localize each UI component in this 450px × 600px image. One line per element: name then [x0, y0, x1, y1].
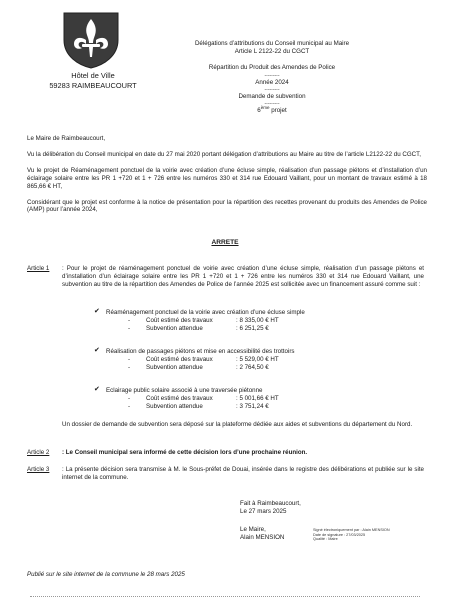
project-title: Réaménagement ponctuel de la voirie avec création d’une écluse simple: [106, 309, 305, 316]
header-year: Année 2024: [255, 78, 289, 86]
header-demande: Demande de subvention: [238, 92, 306, 100]
project-item: ✔ Réaménagement ponctuel de la voirie avec création d’une écluse simple - Coût estimé des travaux : 8 335,00 € HT - Subvention attendue : 6 251,25 €: [106, 309, 406, 333]
projet-suffix: ème: [260, 104, 270, 110]
stamp-quality: Qualité : Maire: [313, 537, 338, 542]
article-2-label: Article 2: [27, 449, 50, 456]
article-2-text: : Le Conseil municipal sera informé de cette décision lors d’une prochaine réunion.: [62, 449, 308, 456]
subsidy-label: Subvention attendue: [146, 402, 203, 410]
signature-place-date: [240, 500, 301, 516]
subsidy-value: : 3 751,24 €: [236, 402, 269, 410]
cost-label: Coût estimé des travaux: [146, 316, 213, 324]
cost-label: Coût estimé des travaux: [146, 355, 213, 363]
projet-word: projet: [269, 107, 287, 115]
mairie-postcode-city: 59283 RAIMBEAUCOURT: [49, 81, 137, 90]
signatory: [240, 526, 284, 542]
checkmark-icon: ✔: [94, 308, 100, 315]
header-projet: [172, 104, 372, 115]
header-article: Article L 2122-22 du CGCT: [234, 48, 310, 56]
projet-number: 6: [257, 107, 261, 115]
document-header: [172, 40, 372, 115]
separator: ---------: [264, 86, 280, 93]
coat-of-arms-logo: [60, 10, 122, 70]
stamp-signer: Signé électroniquement par : Alain MENSION: [313, 528, 390, 532]
header-title: Délégations d’attributions du Conseil municipal au Maire: [194, 40, 350, 47]
cost-value: : 5 001,66 € HT: [236, 394, 279, 402]
subsidy-value: : 2 764,50 €: [236, 363, 269, 371]
mairie-address: [38, 71, 148, 91]
article-1-label: Article 1: [27, 265, 50, 272]
vu-deliberation: Vu la délibération du Conseil municipal en date du 27 mai 2020 portant délégation d’attributions au Maire au titre de l’article L2122-22 du CGCT,: [27, 150, 421, 158]
header-repartition: Répartition du Produit des Amendes de Police: [208, 64, 336, 72]
cost-value: : 8 335,00 € HT: [236, 316, 279, 324]
article-3-text: : La présente décision sera transmise à M. le Sous-préfet de Douai, insérée dans le registre des délibérations et publiée sur le site internet de la commune.: [62, 466, 424, 481]
signature-date: Le 27 mars 2025: [240, 508, 287, 515]
fait-a: Fait à Raimbeaucourt,: [240, 500, 301, 507]
project-title: Réalisation de passages piétons et mise en accessibilité des trottoirs: [106, 348, 295, 355]
signatory-name: Alain MENSION: [240, 534, 285, 541]
considerant: Considérant que le projet est conforme à la notice de présentation pour la répartition des recettes provenant du produits des Amendes de Police (AMP) pour l’année 2024,: [27, 198, 427, 214]
document-body: [27, 135, 427, 214]
mairie-name: Hôtel de Ville: [71, 71, 115, 80]
dossier-text: Un dossier de demande de subvention sera déposé sur la plateforme dédiée aux aides et subventions du département du Nord.: [62, 421, 413, 428]
subsidy-label: Subvention attendue: [146, 324, 203, 332]
separator: ---------: [264, 101, 280, 108]
vu-projet: Vu le projet de Réaménagement ponctuel de la voirie avec création d’une écluse simple, réalisation d’un passage piétons et d’installation d’un éclairage solaire entre les PR 1 +720 et 1 + 726 entre les numéros 330 et 314 rue Edouard Vaillant, pour un montant de travaux estimé à 18 865,66 € HT,: [27, 166, 427, 190]
maire-line: Le Maire de Raimbeaucourt,: [27, 135, 106, 142]
cost-label: Coût estimé des travaux: [146, 394, 213, 402]
project-title: Eclairage public solaire associé à une traversée piétonne: [106, 387, 263, 394]
article-1-text: : Pour le projet de réaménagement ponctuel de voirie avec création d’une écluse simple, réalisation d’un passage piétons et d’installation d’un éclairage solaire entre les PR 1 +720 et 1 + 726 entre les numéros 330 et 314 rue Edouard Vaillant, une subvention au titre de la répartition des Amendes de Police de l’année 2025 est sollicitée avec un financement assuré comme suit :: [62, 265, 424, 288]
publication-note: Publié sur le site internet de la commune le 28 mars 2025: [27, 571, 185, 578]
footer-divider: [30, 596, 420, 598]
cost-value: : 5 529,00 € HT: [236, 355, 279, 363]
separator: ---------: [264, 72, 280, 79]
signatory-role: Le Maire,: [240, 526, 266, 533]
article-3-label: Article 3: [27, 466, 50, 473]
arrete-heading: ARRETE: [211, 239, 239, 246]
electronic-signature-stamp: [313, 528, 390, 542]
subsidy-value: : 6 251,25 €: [236, 324, 269, 332]
stamp-date: Date de signature : 27/03/2025: [313, 532, 366, 537]
project-item: ✔ Réalisation de passages piétons et mise en accessibilité des trottoirs - Coût estimé des travaux : 5 529,00 € HT - Subvention attendue : 2 764,50 €: [106, 348, 406, 372]
checkmark-icon: ✔: [94, 347, 100, 354]
project-item: ✔ Eclairage public solaire associé à une traversée piétonne - Coût estimé des travaux : 5 001,66 € HT - Subvention attendue : 3 751,24 €: [106, 387, 406, 411]
checkmark-icon: ✔: [94, 386, 100, 393]
subsidy-label: Subvention attendue: [146, 363, 203, 371]
